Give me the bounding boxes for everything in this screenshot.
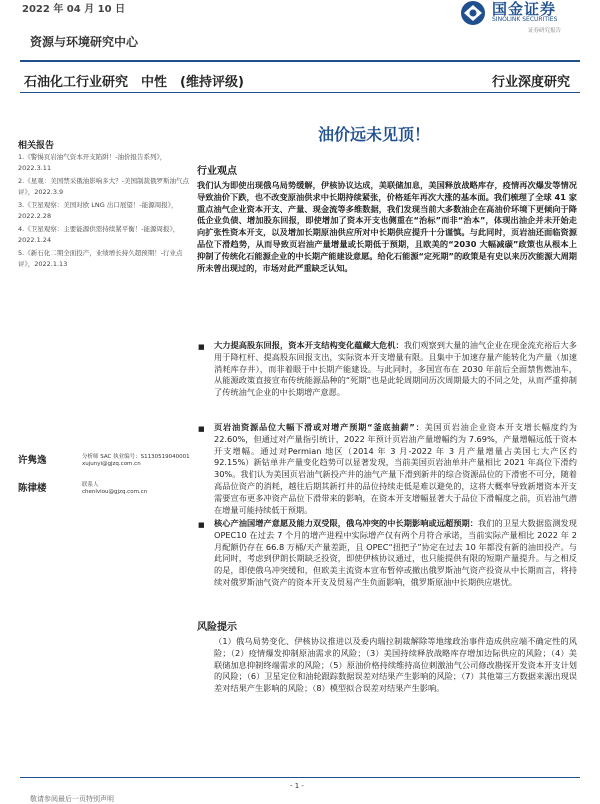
header-rule — [20, 60, 580, 62]
contact-email[interactable]: chenlvlou@gjzq.com.cn — [82, 489, 148, 495]
point-title: 大力提高股东回报，资本开支结构变化蕴藏大危机： — [214, 340, 404, 350]
report-type: 行业深度研究 — [491, 75, 570, 90]
point-paragraph — [214, 422, 577, 516]
related-report-link[interactable]: 2.《星观：美国禁采俄油影响多大？-美国制裁俄罗斯油气点评》，2022.3.9 — [18, 177, 190, 196]
footer-rule — [20, 777, 580, 778]
bullet-icon: ■ — [198, 521, 205, 529]
analyst-block — [18, 452, 194, 476]
logo-text-cn: 国金证券 — [492, 0, 557, 18]
analyst-name: 许隽逸 — [18, 455, 47, 466]
related-reports-list — [18, 152, 194, 272]
point-text: 美国页岩油企业资本开支增长幅度约为 22.60%，但通过对产量指引统计，2022 年预计页岩油产量增幅约为 7.69%，产量增幅远低于资本开支增幅。通过对Permian 地区（2014 年 3 月-2022 年 3 月产量增量占美国七大产区约 92.15%）新钻单井产量变化趋势可以显著发现，当前美国页岩油单井产量相比 2021 年高位下滑约 30%。我们认为美国页岩油气新投产井的油气产量下滑到新井的综合资源品位的下滑密不可分，随着高品位资产的消耗，越往后期其新打井的品位持续走低是难以避免的，这将大概率导致新增资本开支需要宣布更多冲资产品位下滑带来的影响，在资本开支增幅显著大于品位下滑幅度之前，页岩油气潜在增量可能持续低于预期。 — [214, 422, 577, 515]
point-text: 我们的卫星大数据监测发现 OPEC10 在过去 7 个月的增产进程中实际增产仅有两个月符合承诺，当前实际产量相比 2022 年 2 月配额仍存在 66.8 万桶/天产量差距，且 OPEC“扭把子”协定在过去 10 年都没有新的油田投产。与此同时，考虑到伊朗长期缺乏投资，即使伊核协议通过，也只能提供有限的短期产量提升。与之相反的是，即使俄乌冲突缓和，但欧美主流资本宣布暂停或撤出俄罗斯油气资产投资从中长期而言，将持续对俄罗斯油气资产的资本开支及贸易产生负面影响，俄罗斯原油中长期供应堪忧。 — [214, 518, 577, 587]
point-title: 核心产油国增产意愿及能力双受限，俄乌冲突的中长期影响或远超预期： — [214, 518, 479, 528]
risk-heading: 风险提示 — [197, 622, 237, 633]
report-category: 证券研究报告 — [528, 28, 562, 34]
related-report-link[interactable]: 1.《警惕页岩油气资本开支陷阱！-油价报告系列》，2022.3.11 — [18, 153, 167, 172]
contact-block — [18, 480, 194, 504]
point-text: 我们观察到大量的油气企业在现金流充裕后大多用于降杠杆、提高股东回报支出，实际资本开支增量有限。且集中于加速存量产能转化为产量（加速消耗库存井），而非着眼于中长期产能建设。与此同时，多国宣布在 2030 年前后全面禁售燃油车，从能源政策直接宣布传统能源品种的“死期”也是此轮周期同历次周期最大的不同之处，从而严重抑制了传统油气企业的中长期增产意愿。 — [214, 340, 577, 398]
bullet-icon: ■ — [198, 425, 205, 433]
related-report-link[interactable]: 5.《新石化二期全面投产，业绩增长持久超预期！-行业点评》，2022.1.13 — [18, 249, 183, 268]
company-logo — [458, 0, 580, 34]
research-center: 资源与环境研究中心 — [30, 35, 139, 49]
logo-mark-icon — [458, 0, 488, 26]
contact-name: 陈律楼 — [18, 483, 47, 494]
risk-paragraph: （1）俄乌局势变化、伊核协议推进以及委内瑞拉制裁解除等地缘政治事件造成供应端不确定性的风险；（2）疫情爆发抑制原油需求的风险；（3）美国持续释放战略库存增加边际供应的风险；（4）美联储加息抑制终端需求的风险；（5）原油价格持续维持高位刺激油气公司修改勘探开发资本开支计划的风险；（6）卫星定位和油轮跟踪数据误差对结果产生影响的风险；（7）其他第三方数据来源出现误差对结果产生影响的风险；（8）模型拟合误差对结果产生影响。 — [214, 636, 577, 694]
related-reports-heading: 相关报告 — [18, 141, 55, 151]
intro-paragraph: 我们认为即使出现俄乌局势缓解，伊核协议达成，美联储加息，美国释放战略库存，疫情再次爆发等情况导致油价下跌，也不改变原油供求中长期持续紧张，价格延年再次大涨的基本面。我们梳理了全球 41 家重点油气企业资本开支、产量、现金流等多维数据，我们发现当前大多数油企在高油价环境下更倾向于降低企业负债、增加股东回报，即使增加了资本开支也侧重在“治标”而非“治本”，体现出油企并未开始走向扩张性资本开支，以及增加长期原油供应所对中长期供应提升十分谨慎。与此同时，页岩油还面临资源品位下滑趋势，从而导致页岩油产量增量或长期低于预期，且欧美的“2030 大幅减碳”政策也从根本上抑制了传统化石能源企业的中长期产能建设意愿。给化石能源“定死期”的政策是有史以来历次能源大周期所未曾出现过的，市场对此严重缺乏认知。 — [197, 180, 577, 273]
report-date: 2022 年 04 月 10 日 — [22, 4, 126, 15]
contact-role: 联系人 — [82, 482, 99, 488]
point-paragraph — [214, 518, 577, 589]
logo-text-en: SINOLINK SECURITIES — [492, 16, 558, 23]
point-title: 页岩油资源品位大幅下滑或对增产预期“釜底抽薪”： — [214, 422, 425, 432]
related-report-link[interactable]: 3.《卫星观察：美国对欧 LNG 出口展望！-能源周报》，2022.2.28 — [18, 201, 178, 220]
footer-disclaimer: 敬请参阅最后一页特别声明 — [30, 795, 114, 803]
viewpoint-heading: 行业观点 — [197, 166, 237, 177]
analyst-role: 分析师 SAC 执业编号：S1130519040001 — [82, 454, 190, 460]
industry-rating: 石油化工行业研究 中性 (维持评级) — [24, 75, 244, 90]
analyst-email[interactable]: xujunyi@gjzq.com.cn — [82, 461, 141, 467]
header-rule-bottom — [20, 92, 580, 93]
page-number: - 1 - — [290, 782, 304, 790]
report-title: 油价远未见顶！ — [318, 125, 431, 144]
point-paragraph — [214, 340, 577, 399]
related-report-link[interactable]: 4.《卫星观察：主要能源供需持续紧平衡！-能源周报》，2022.1.24 — [18, 225, 180, 244]
bullet-icon: ■ — [198, 343, 205, 351]
